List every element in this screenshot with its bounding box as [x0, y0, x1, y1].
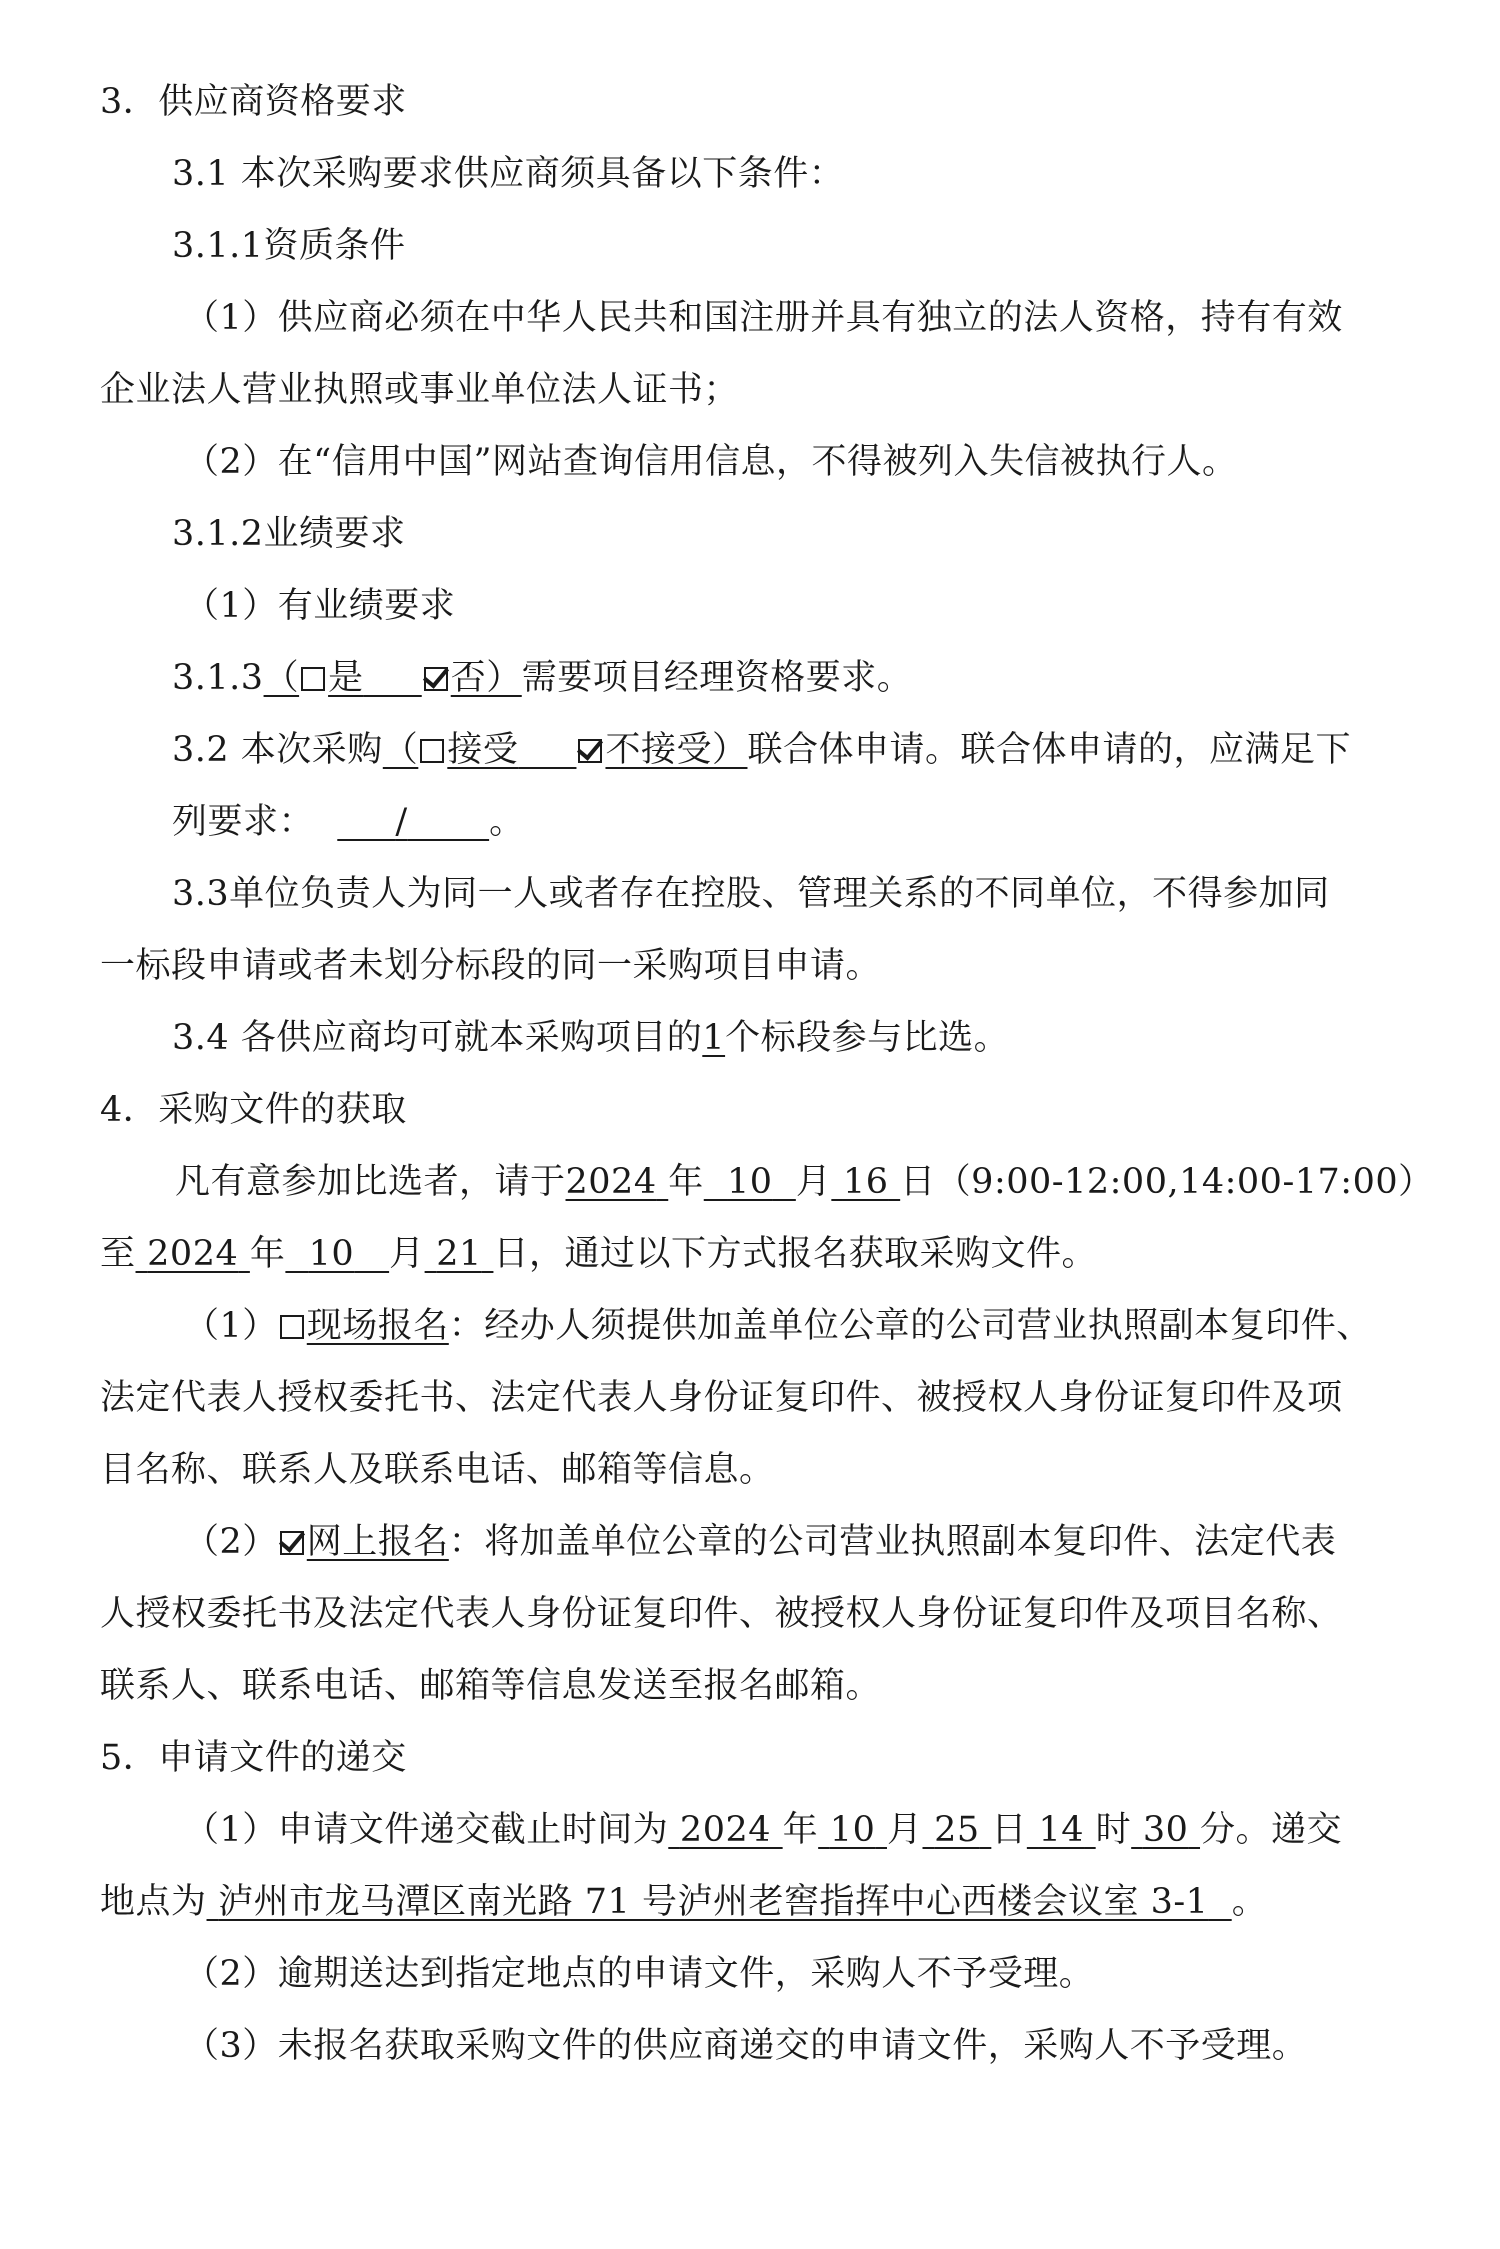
registration-period-line2: 至 2024 年 10 月 21 日，通过以下方式报名获取采购文件。 — [100, 1234, 1097, 1274]
onsite-registration-line3: 目名称、联系人及联系电话、邮箱等信息。 — [100, 1450, 775, 1490]
online-registration-line1: （2） 网上报名：将加盖单位公章的公司营业执照副本复印件、法定代表 — [184, 1522, 1337, 1562]
consortium-choice: （ 接受 不接受） — [382, 730, 748, 770]
section-4-title: 4．采购文件的获取 — [100, 1090, 407, 1130]
clause-3-4: 3.4 各供应商均可就本采购项目的1个标段参与比选。 — [172, 1018, 1010, 1058]
deadline-year: 2024 — [679, 1810, 771, 1850]
onsite-registration-line1: （1） 现场报名：经办人须提供加盖单位公章的公司营业执照副本复印件、 — [184, 1306, 1372, 1346]
submission-location: 泸州市龙马潭区南光路 71 号泸州老窖指挥中心西楼会议室 3-1 — [218, 1882, 1209, 1922]
clause-3-1-1-item1-line2: 企业法人营业执照或事业单位法人证书； — [100, 370, 740, 410]
lot-count: 1 — [702, 1018, 726, 1058]
clause-3-1: 3.1 本次采购要求供应商须具备以下条件： — [172, 154, 845, 194]
checkbox-accept-icon — [420, 739, 444, 763]
clause-3-1-1: 3.1.1资质条件 — [172, 226, 406, 266]
end-year: 2024 — [147, 1234, 239, 1274]
checkbox-checked-online-icon — [280, 1531, 304, 1555]
clause-3-2-line1: 3.2 本次采购（ 接受 不接受）联合体申请。联合体申请的，应满足下 — [172, 730, 1351, 770]
deadline-day: 25 — [934, 1810, 980, 1850]
checkbox-checked-reject-icon — [578, 739, 602, 763]
section-5-title: 5．申请文件的递交 — [100, 1738, 407, 1778]
clause-3-1-2: 3.1.2业绩要求 — [172, 514, 406, 554]
unregistered-submission-rule: （3）未报名获取采购文件的供应商递交的申请文件，采购人不予受理。 — [184, 2026, 1308, 2066]
deadline-hour: 14 — [1038, 1810, 1085, 1850]
clause-3-1-2-item1: （1）有业绩要求 — [184, 586, 456, 626]
deadline-minute: 30 — [1142, 1810, 1189, 1850]
clause-3-1-1-item2: （2）在“信用中国”网站查询信用信息，不得被列入失信被执行人。 — [184, 442, 1238, 482]
clause-3-3-line1: 3.3单位负责人为同一人或者存在控股、管理关系的不同单位，不得参加同 — [172, 874, 1330, 914]
pm-requirement-choice: （ 是 否） — [263, 658, 522, 698]
end-month: 10 — [308, 1234, 355, 1274]
onsite-registration-line2: 法定代表人授权委托书、法定代表人身份证复印件、被授权人身份证复印件及项 — [100, 1378, 1343, 1418]
online-registration-label: 网上报名 — [306, 1522, 449, 1562]
checkbox-checked-no-icon — [424, 667, 448, 691]
checkbox-yes-icon — [301, 667, 325, 691]
submission-location-line: 地点为 泸州市龙马潭区南光路 71 号泸州老窖指挥中心西楼会议室 3-1 。 — [100, 1882, 1268, 1922]
start-month: 10 — [727, 1162, 773, 1202]
consortium-requirement-blank: / — [395, 802, 408, 842]
section-3-title: 3．供应商资格要求 — [100, 82, 407, 122]
onsite-registration-label: 现场报名 — [306, 1306, 449, 1346]
start-day: 16 — [842, 1162, 889, 1202]
submission-deadline-line1: （1）申请文件递交截止时间为 2024 年 10 月 25 日 14 时 30 分。递交 — [184, 1810, 1343, 1850]
late-submission-rule: （2）逾期送达到指定地点的申请文件，采购人不予受理。 — [184, 1954, 1095, 1994]
clause-3-1-1-item1-line1: （1）供应商必须在中华人民共和国注册并具有独立的法人资格，持有有效 — [184, 298, 1343, 338]
registration-period-line1: 凡有意参加比选者，请于2024 年 10 月 16 日（9:00-12:00,14:00-17:00） — [175, 1162, 1434, 1202]
end-day: 21 — [436, 1234, 482, 1274]
online-registration-line3: 联系人、联系电话、邮箱等信息发送至报名邮箱。 — [100, 1666, 882, 1706]
checkbox-onsite-icon — [280, 1315, 304, 1339]
deadline-month: 10 — [829, 1810, 876, 1850]
clause-3-2-line2: 列要求： / 。 — [172, 802, 525, 842]
clause-3-3-line2: 一标段申请或者未划分标段的同一采购项目申请。 — [100, 946, 882, 986]
start-year: 2024 — [565, 1162, 657, 1202]
clause-3-1-3: 3.1.3（ 是 否）需要项目经理资格要求。 — [172, 658, 913, 698]
online-registration-line2: 人授权委托书及法定代表人身份证复印件、被授权人身份证复印件及项目名称、 — [100, 1594, 1343, 1634]
